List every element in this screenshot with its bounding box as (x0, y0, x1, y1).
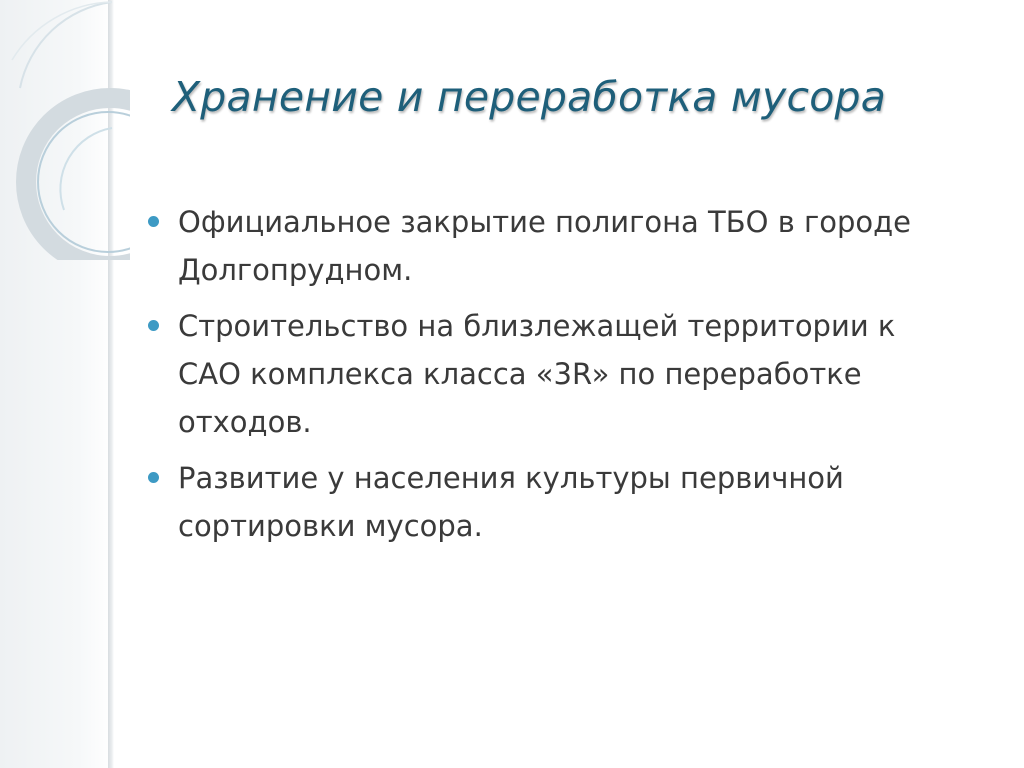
bullet-list (145, 198, 945, 558)
bullet-marker-icon (148, 472, 159, 483)
decorative-arc-outer (20, 2, 112, 88)
bullet-item (145, 302, 945, 446)
bullet-text: Строительство на близлежащей территории к САО комплекса класса «3R» по переработке отходов. (178, 309, 896, 439)
bullet-text: Официальное закрытие полигона ТБО в городе Долгопрудном. (178, 205, 912, 287)
bullet-marker-icon (148, 216, 159, 227)
bullet-marker-icon (148, 320, 159, 331)
bullet-item (145, 198, 945, 294)
slide-title: Хранение и переработка мусора (172, 73, 887, 121)
bullet-item (145, 454, 945, 550)
decorative-circles (0, 0, 130, 260)
decorative-ring (26, 98, 130, 260)
decorative-arc-faint (12, 2, 112, 60)
decorative-arc-inner (60, 128, 112, 210)
bullet-text: Развитие у населения культуры первичной сортировки мусора. (178, 461, 844, 543)
